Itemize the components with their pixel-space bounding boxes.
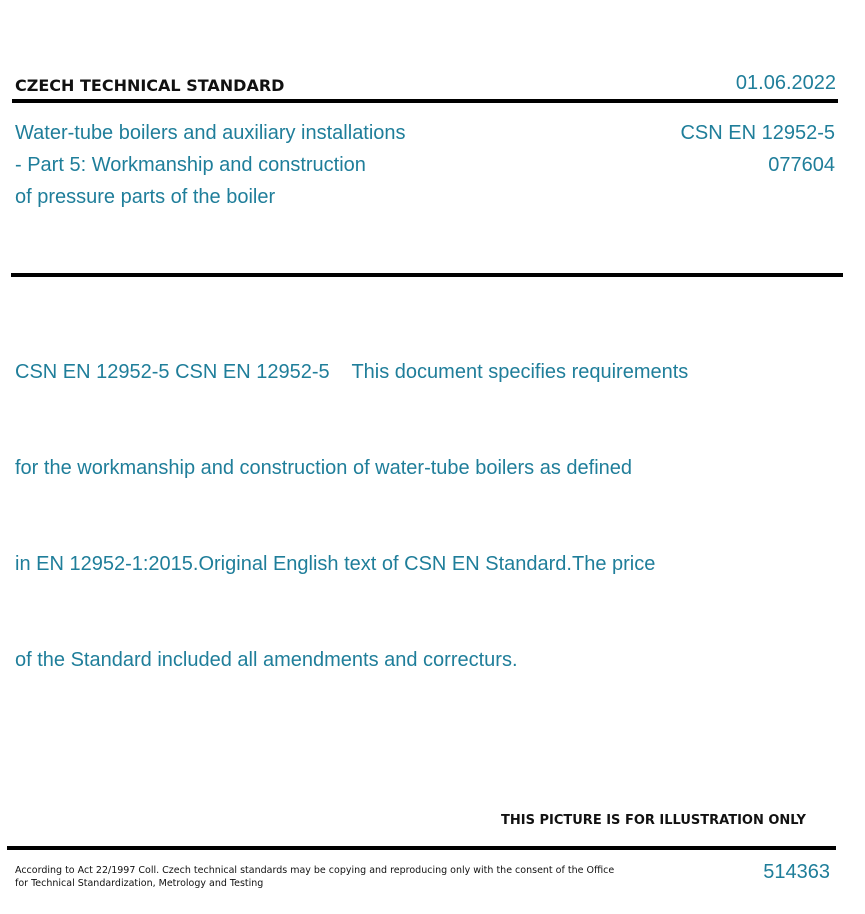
standard-title bbox=[15, 117, 406, 213]
legal-notice bbox=[15, 864, 614, 890]
legal-notice-line: According to Act 22/1997 Coll. Czech technical standards may be copying and reproducing only with the consent of the Office bbox=[15, 865, 615, 876]
publication-date: 01.06.2022 bbox=[735, 72, 836, 94]
header-divider bbox=[12, 99, 838, 103]
description-line: for the workmanship and construction of water-tube boilers as defined bbox=[15, 457, 633, 479]
standard-title-line: - Part 5: Workmanship and construction bbox=[15, 154, 366, 176]
document-number: 514363 bbox=[763, 861, 830, 883]
legal-notice-line: for Technical Standardization, Metrology and Testing bbox=[15, 878, 264, 889]
standard-description bbox=[15, 292, 688, 708]
standard-identifiers bbox=[680, 117, 835, 181]
catalog-number: 077604 bbox=[768, 154, 835, 176]
description-line: CSN EN 12952-5 CSN EN 12952-5 This document specifies requirements bbox=[15, 361, 689, 383]
standard-title-line: of pressure parts of the boiler bbox=[15, 186, 276, 208]
standard-title-line: Water-tube boilers and auxiliary installations bbox=[15, 122, 406, 144]
description-line: of the Standard included all amendments and correcturs. bbox=[15, 649, 518, 671]
header-title: CZECH TECHNICAL STANDARD bbox=[15, 76, 285, 95]
illustration-note: THIS PICTURE IS FOR ILLUSTRATION ONLY bbox=[501, 813, 806, 828]
standard-code: CSN EN 12952-5 bbox=[680, 122, 835, 144]
description-line: in EN 12952-1:2015.Original English text of CSN EN Standard.The price bbox=[15, 553, 656, 575]
section-divider bbox=[11, 273, 843, 277]
footer-divider bbox=[7, 846, 836, 850]
